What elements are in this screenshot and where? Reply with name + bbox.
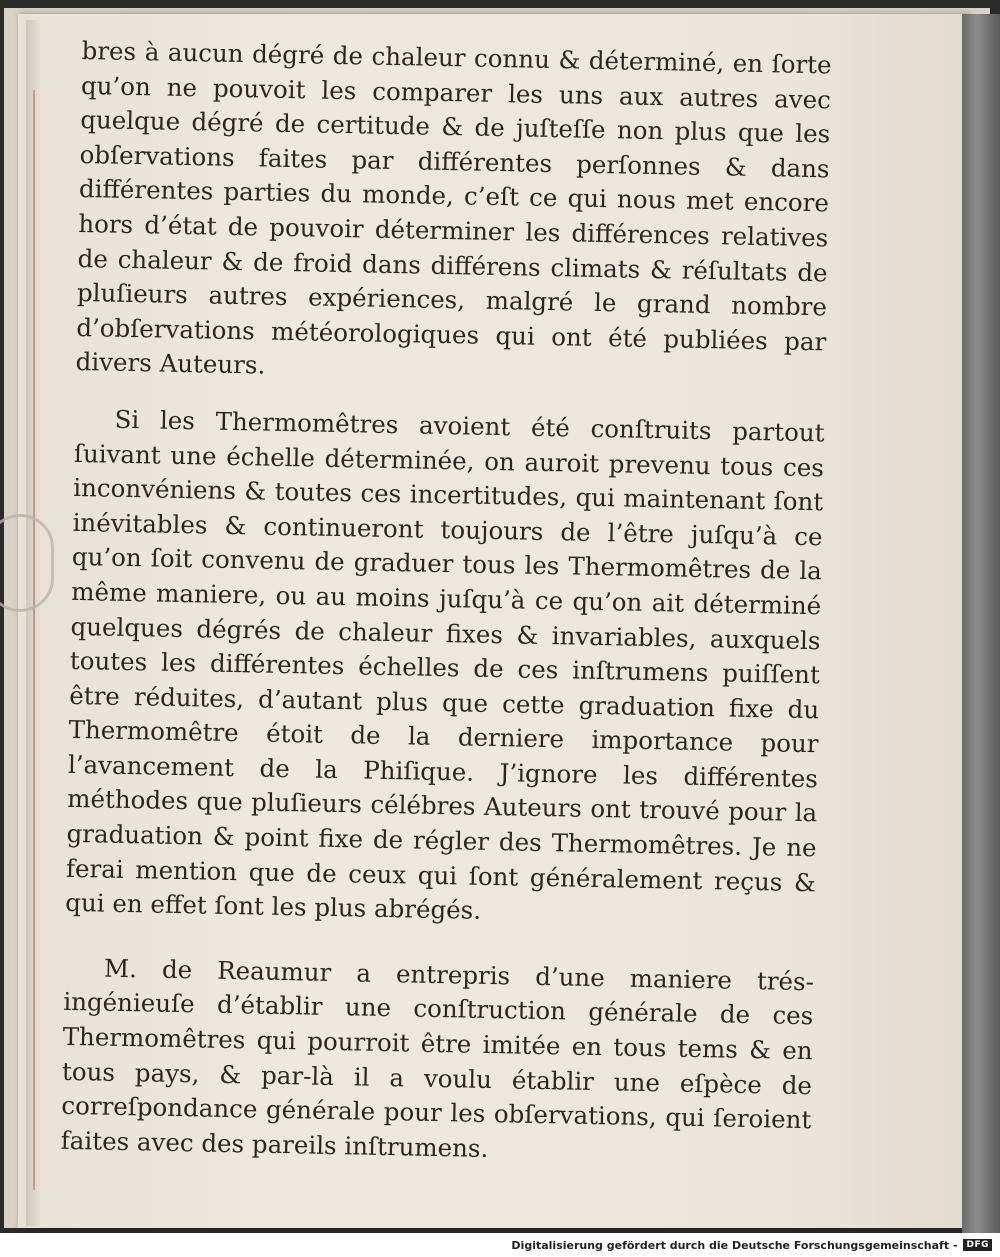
dfg-logo: DFG [963, 1239, 992, 1251]
paragraph-2: Si les Thermomêtres avoient été conſtruits partout ſuivant une échelle déterminée, on auroit prevenu tous ces inconvéniens & toutes ces incertitudes, qui maintenant ſont inévitables & continueront toujours de l’être juſqu’à ce qu’on ſoit convenu de graduer tous les Thermomêtres de la même maniere, ou au moins juſqu’à ce qu’on ait déterminé quelques dégrés de chaleur fixes & invariables, auxquels toutes les différentes échelles de ces inſtrumens puiſſent être réduites, d’autant plus que cette graduation fixe du Thermomêtre étoit de la derniere importance pour l’avancement de la Phiſique. J’ignore les différentes méthodes que pluſieurs célébres Auteurs ont trouvé pour la graduation & point fixe de régler des Thermomêtres. Je ne ferai mention que de ceux qui ſont généralement reçus & qui en effet ſont les plus abrégés. [65, 404, 825, 926]
book-fore-edge [962, 14, 1000, 1233]
binding-clip [0, 514, 54, 612]
digitization-footer [0, 1233, 1000, 1257]
funding-credit: Digitalisierung gefördert durch die Deutsche Forschungsgemeinschaft - [511, 1238, 958, 1252]
page-text [60, 34, 831, 1173]
paragraph-3: M. de Reaumur a entrepris d’une maniere trés-ingénieuſe d’établir une conſtruction générale de ces Thermomêtres qui pourroit être imitée en tous tems & en tous pays, & par-là il a voulu établir une eſpèce de correſpondance générale pour les obſervations, qui ſeroient faites avec des pareils inſtrumens. [60, 953, 815, 1163]
paragraph-1: bres à aucun dégré de chaleur connu & déterminé, en ſorte qu’on ne pouvoit les comparer les uns aux autres avec quelque dégré de certitude & de juſteſſe non plus que les obſervations faites par différentes perſonnes & dans différentes parties du monde, c’eſt ce qui nous met encore hors d’état de pouvoir déterminer les différences relatives de chaleur & de froid dans différens climats & réſultats de pluſieurs autres expériences, malgré le grand nombre d’obſervations météorologiques qui ont été publiées par divers Auteurs. [75, 35, 832, 380]
red-page-edge [33, 90, 35, 1190]
